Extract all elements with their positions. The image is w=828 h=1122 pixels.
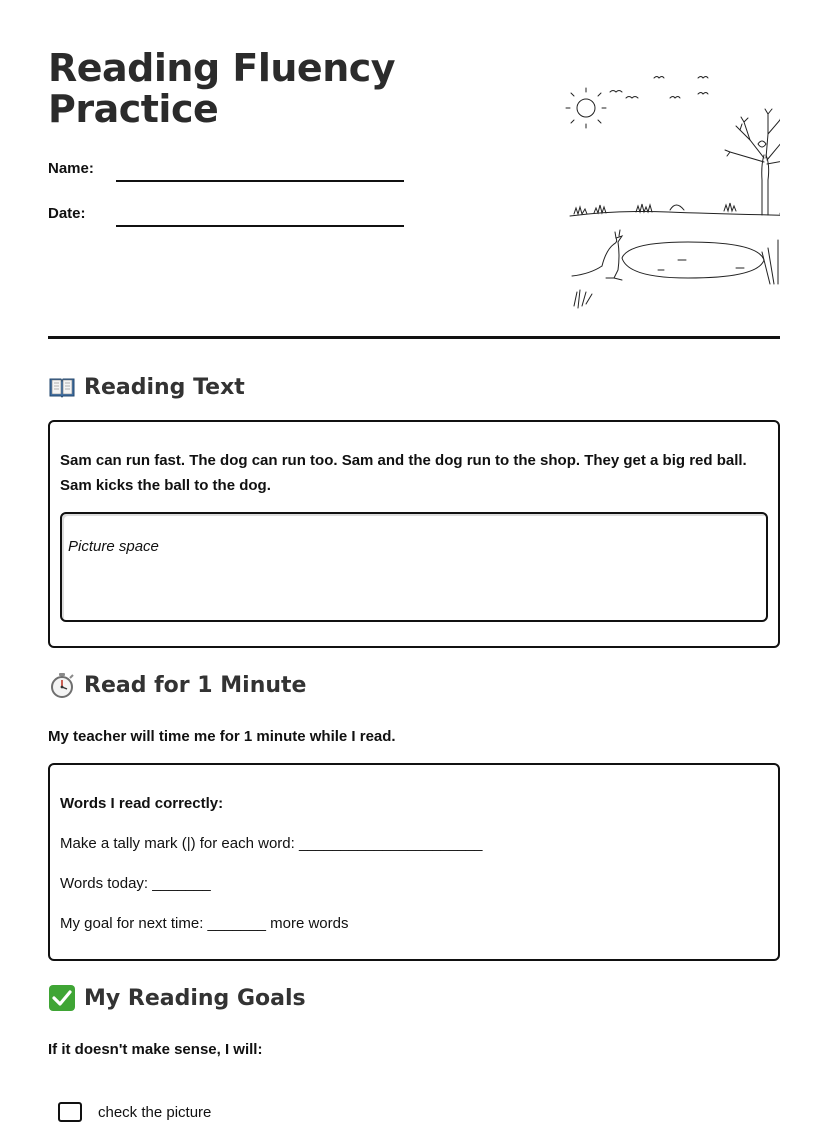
page-title bbox=[48, 48, 395, 130]
tally-prompt: Make a tally mark (|) for each word: ______________________ bbox=[60, 835, 483, 852]
date-label: Date: bbox=[48, 205, 86, 222]
birds-icon bbox=[610, 77, 708, 99]
timer-instruction: My teacher will time me for 1 minute while I read. bbox=[48, 728, 396, 745]
picture-space-label: Picture space bbox=[68, 538, 159, 555]
landscape-illustration bbox=[518, 70, 780, 315]
kangaroo-icon bbox=[572, 230, 622, 280]
reading-text-box bbox=[48, 420, 780, 648]
name-label: Name: bbox=[48, 160, 94, 177]
name-field[interactable] bbox=[116, 180, 404, 182]
words-today-prompt: Words today: _______ bbox=[60, 875, 211, 892]
sun-icon bbox=[566, 88, 606, 128]
pond-icon bbox=[622, 242, 764, 278]
reading-text-heading bbox=[48, 374, 245, 400]
timer-heading bbox=[48, 672, 306, 698]
goal-checkbox[interactable] bbox=[58, 1102, 82, 1122]
word-count-box bbox=[48, 763, 780, 961]
goals-instruction: If it doesn't make sense, I will: bbox=[48, 1041, 263, 1058]
open-book-icon bbox=[48, 374, 76, 400]
timer-heading-label: Read for 1 Minute bbox=[84, 672, 307, 698]
title-line-1: Reading Fluency bbox=[48, 46, 396, 90]
header-divider bbox=[48, 336, 780, 339]
date-field[interactable] bbox=[116, 225, 404, 227]
check-mark-button-icon bbox=[48, 985, 76, 1011]
goals-heading-label: My Reading Goals bbox=[84, 985, 306, 1011]
tree-icon bbox=[725, 109, 780, 215]
picture-space-box[interactable] bbox=[60, 512, 768, 622]
goal-checklist-item[interactable] bbox=[58, 1102, 211, 1122]
reading-passage: Sam can run fast. The dog can run too. Sam and the dog run to the shop. They get a big red ball. Sam kicks the ball to the dog. bbox=[60, 452, 747, 494]
goal-prompt: My goal for next time: _______ more words bbox=[60, 915, 349, 932]
title-line-2: Practice bbox=[48, 87, 219, 131]
words-correct-title: Words I read correctly: bbox=[60, 795, 224, 812]
goal-checklist-label: check the picture bbox=[98, 1103, 212, 1121]
goals-heading bbox=[48, 985, 306, 1011]
reading-text-heading-label: Reading Text bbox=[84, 374, 245, 400]
stopwatch-icon bbox=[48, 672, 76, 698]
